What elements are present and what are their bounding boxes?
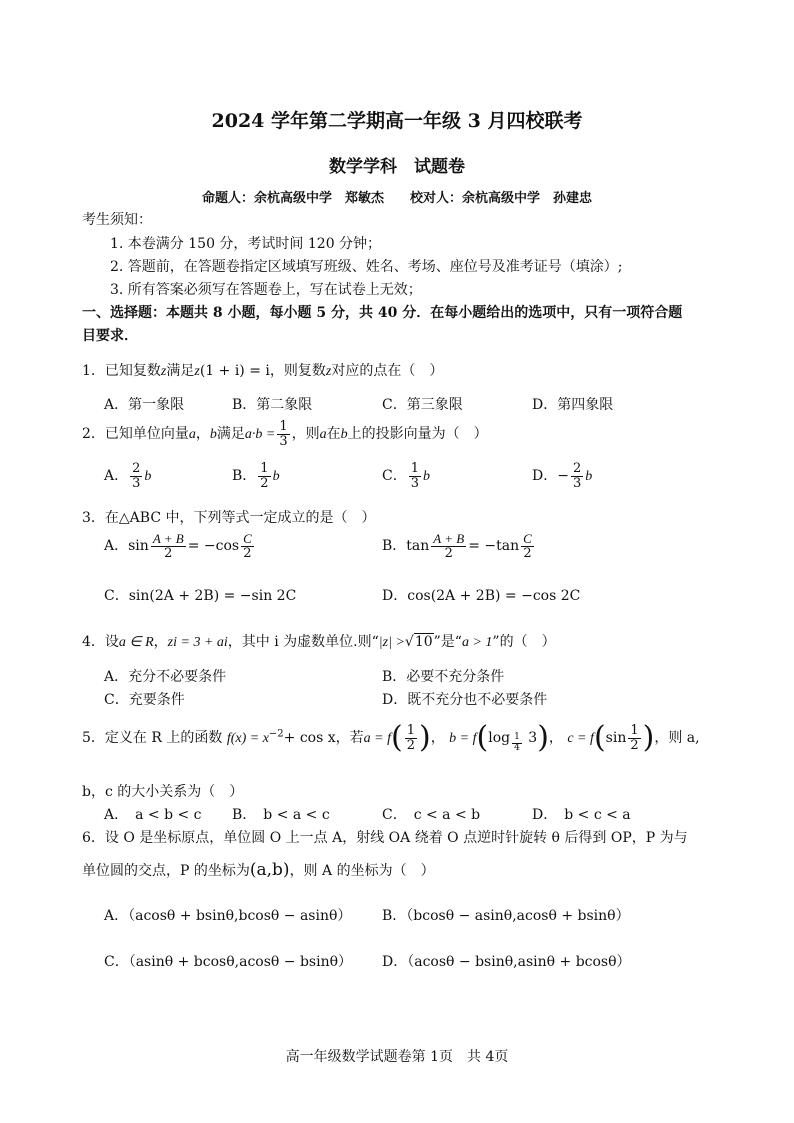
q2-fraction: $\frac{1}{3}$ <box>279 419 288 449</box>
question-4-stem: 4．设a ∈ R，zi = 3 + ai，其中 i 为虚数单位.则“|z| >√10”是“a > 1”的（ ） <box>82 634 556 650</box>
notice-item-2: 2. 答题前，在答题卷指定区域填写班级、姓名、考场、座位号及准考证号（填涂）; <box>110 259 623 275</box>
q4-option-c: C．充要条件 <box>104 692 185 708</box>
notice-item-1: 1. 本卷满分 150 分，考试时间 120 分钟； <box>110 236 382 252</box>
q2-option-d: D．− $\frac{2}{3}$ b <box>532 461 593 491</box>
exam-title: 2024 学年第二学期高一年级 3 月四校联考 <box>211 110 583 132</box>
exam-setters: 命题人：余杭高级中学 郑敏杰 校对人：余杭高级中学 孙建忠 <box>201 191 592 206</box>
q5-option-d: D． b < c < a <box>532 807 631 823</box>
q3-option-b: B．tan $\frac{A + B}{2}$ = −tan $\frac{C}{2}$ <box>382 531 532 561</box>
page-footer: 高一年级数学试题卷第 1页 共 4页 <box>285 1049 509 1065</box>
question-6-line1: 6．设 O 是坐标原点，单位圆 O 上一点 A，射线 OA 绕着 O 点逆时针旋转 θ 后得到 OP，P 为与 <box>82 830 688 846</box>
q3-option-c: C．sin(2A + 2B) = −sin 2C <box>104 588 297 604</box>
section-heading-line2: 目要求． <box>82 328 138 344</box>
q2-option-b: B． $\frac{1}{2}$ b <box>232 461 280 491</box>
q5-option-c: C． c < a < b <box>382 807 481 823</box>
q6-option-c: C．（asinθ + bcosθ,acosθ − bsinθ） <box>104 954 353 970</box>
q6-option-a: A．（acosθ + bsinθ,bcosθ − asinθ） <box>104 908 352 924</box>
q6-option-b: B．（bcosθ − asinθ,acosθ + bsinθ） <box>382 908 630 924</box>
question-2-stem: 2．已知单位向量a，b满足a·b = $\frac{1}{3}$ ，则a在b上的投影向量为（ ） <box>82 419 488 449</box>
notice-heading: 考生须知： <box>82 212 152 228</box>
q1-option-d: D．第四象限 <box>532 397 614 413</box>
question-5-stem: 5．定义在 R 上的函数 $f(x) = x^{-2}+ \cos x$，若a = f( $\frac{1}{2}$ )， b = f(log $_{\frac{1}{4}}$ 3)， c = f(sin $\frac{1}{2}$ )，则 a, <box>82 720 700 755</box>
q4-option-d: D．既不充分也不必要条件 <box>382 692 548 708</box>
question-3-stem: 3．在△ABC 中，下列等式一定成立的是（ ） <box>82 510 376 526</box>
q5-option-a: A． a < b < c <box>104 807 202 823</box>
q4-option-b: B．必要不充分条件 <box>382 669 505 685</box>
q1-option-c: C．第三象限 <box>382 397 463 413</box>
question-6-line2: 单位圆的交点，P 的坐标为(a,b)，则 A 的坐标为（ ） <box>82 860 435 880</box>
q5-option-b: B． b < a < c <box>232 807 330 823</box>
q1-option-b: B．第二象限 <box>232 397 313 413</box>
question-1-stem: 1．已知复数z满足z(1 + i) = i，则复数z对应的点在（ ） <box>82 363 444 379</box>
notice-item-3: 3. 所有答案必须写在答题卷上，写在试卷上无效； <box>110 282 422 298</box>
q2-option-c: C． $\frac{1}{3}$ b <box>382 461 430 491</box>
q3-option-a: A．sin $\frac{A + B}{2}$ = −cos $\frac{C}{2}$ <box>104 531 252 561</box>
q4-option-a: A．充分不必要条件 <box>104 669 227 685</box>
question-5-line2: b，c 的大小关系为（ ） <box>82 784 244 800</box>
exam-subject: 数学学科 试题卷 <box>329 157 465 177</box>
q1-option-a: A．第一象限 <box>104 397 185 413</box>
q6-option-d: D．（acosθ − bsinθ,asinθ + bcosθ） <box>382 954 631 970</box>
q3-option-d: D．cos(2A + 2B) = −cos 2C <box>382 588 581 604</box>
section-heading-line1: 一、选择题：本题共 8 小题，每小题 5 分，共 40 分．在每小题给出的选项中，只有一项符合题 <box>82 305 683 321</box>
q2-option-a: A． $\frac{2}{3}$ b <box>104 461 152 491</box>
